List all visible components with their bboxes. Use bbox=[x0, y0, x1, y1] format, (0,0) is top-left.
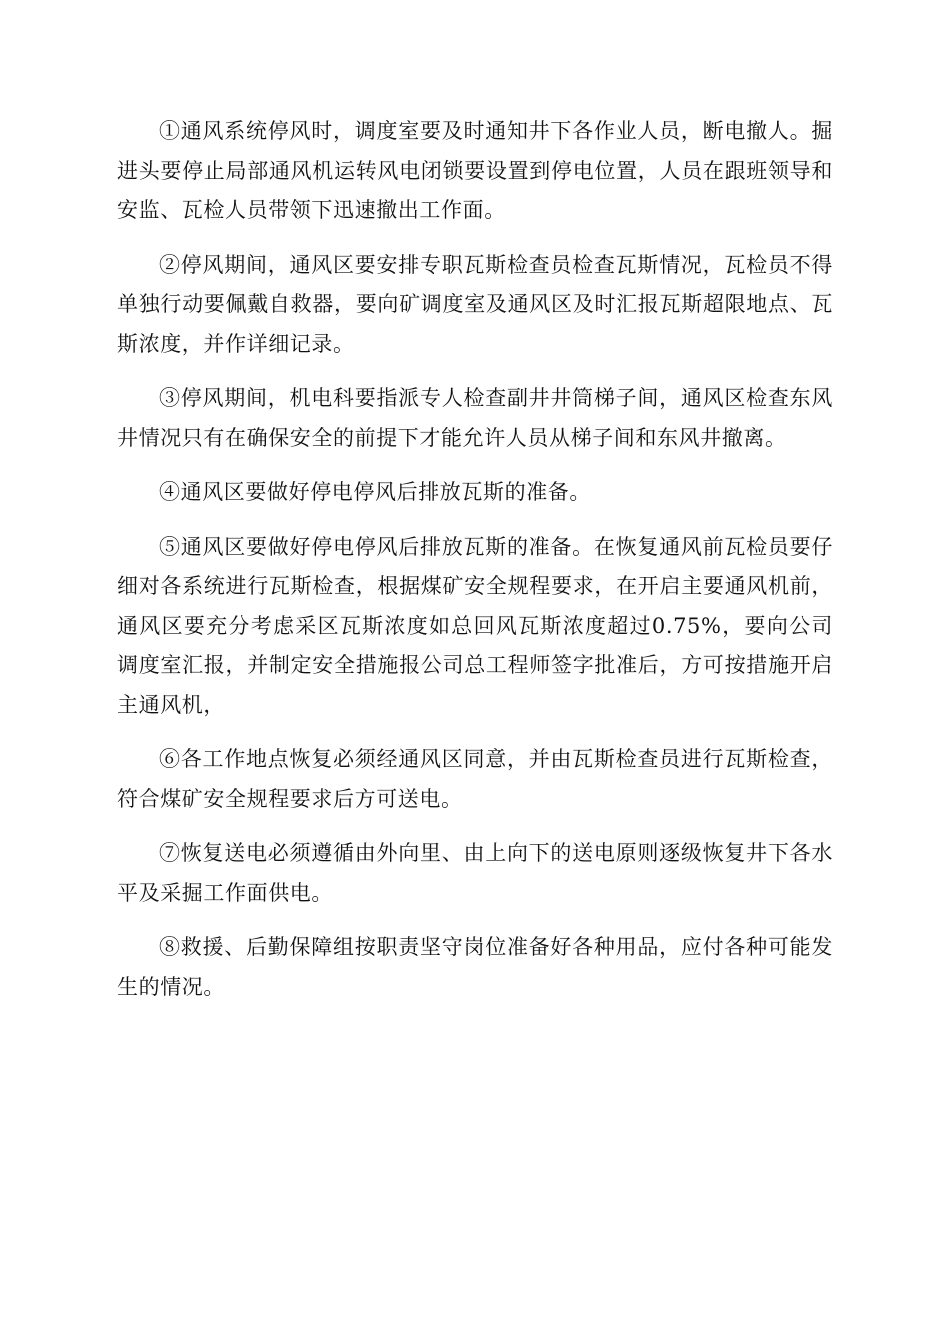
paragraph-3: ③停风期间，机电科要指派专人检查副井井筒梯子间，通风区检查东风井情况只有在确保安全的前提下才能允许人员从梯子间和东风井撤离。 bbox=[117, 386, 833, 450]
paragraph-8: ⑧救援、后勤保障组按职责坚守岗位准备好各种用品，应付各种可能发生的情况。 bbox=[117, 935, 833, 999]
document-body bbox=[117, 112, 833, 1022]
paragraph-2: ②停风期间，通风区要安排专职瓦斯检查员检查瓦斯情况，瓦检员不得单独行动要佩戴自救器，要向矿调度室及通风区及时汇报瓦斯超限地点、瓦斯浓度，并作详细记录。 bbox=[117, 252, 833, 356]
paragraph-7: ⑦恢复送电必须遵循由外向里、由上向下的送电原则逐级恢复井下各水平及采掘工作面供电。 bbox=[117, 841, 833, 905]
paragraph-1: ①通风系统停风时，调度室要及时通知井下各作业人员，断电撤人。掘进头要停止局部通风机运转风电闭锁要设置到停电位置，人员在跟班领导和安监、瓦检人员带领下迅速撤出工作面。 bbox=[117, 119, 833, 222]
paragraph-6: ⑥各工作地点恢复必须经通风区同意，并由瓦斯检查员进行瓦斯检查，符合煤矿安全规程要求后方可送电。 bbox=[117, 747, 833, 811]
paragraph-5: ⑤通风区要做好停电停风后排放瓦斯的准备。在恢复通风前瓦检员要仔细对各系统进行瓦斯检查，根据煤矿安全规程要求，在开启主要通风机前，通风区要充分考虑采区瓦斯浓度如总回风瓦斯浓度超过0.75%，要向公司调度室汇报，并制定安全措施报公司总工程师签字批准后，方可按措施开启主通风机， bbox=[117, 534, 833, 717]
paragraph-4: ④通风区要做好停电停风后排放瓦斯的准备。 bbox=[159, 480, 591, 504]
